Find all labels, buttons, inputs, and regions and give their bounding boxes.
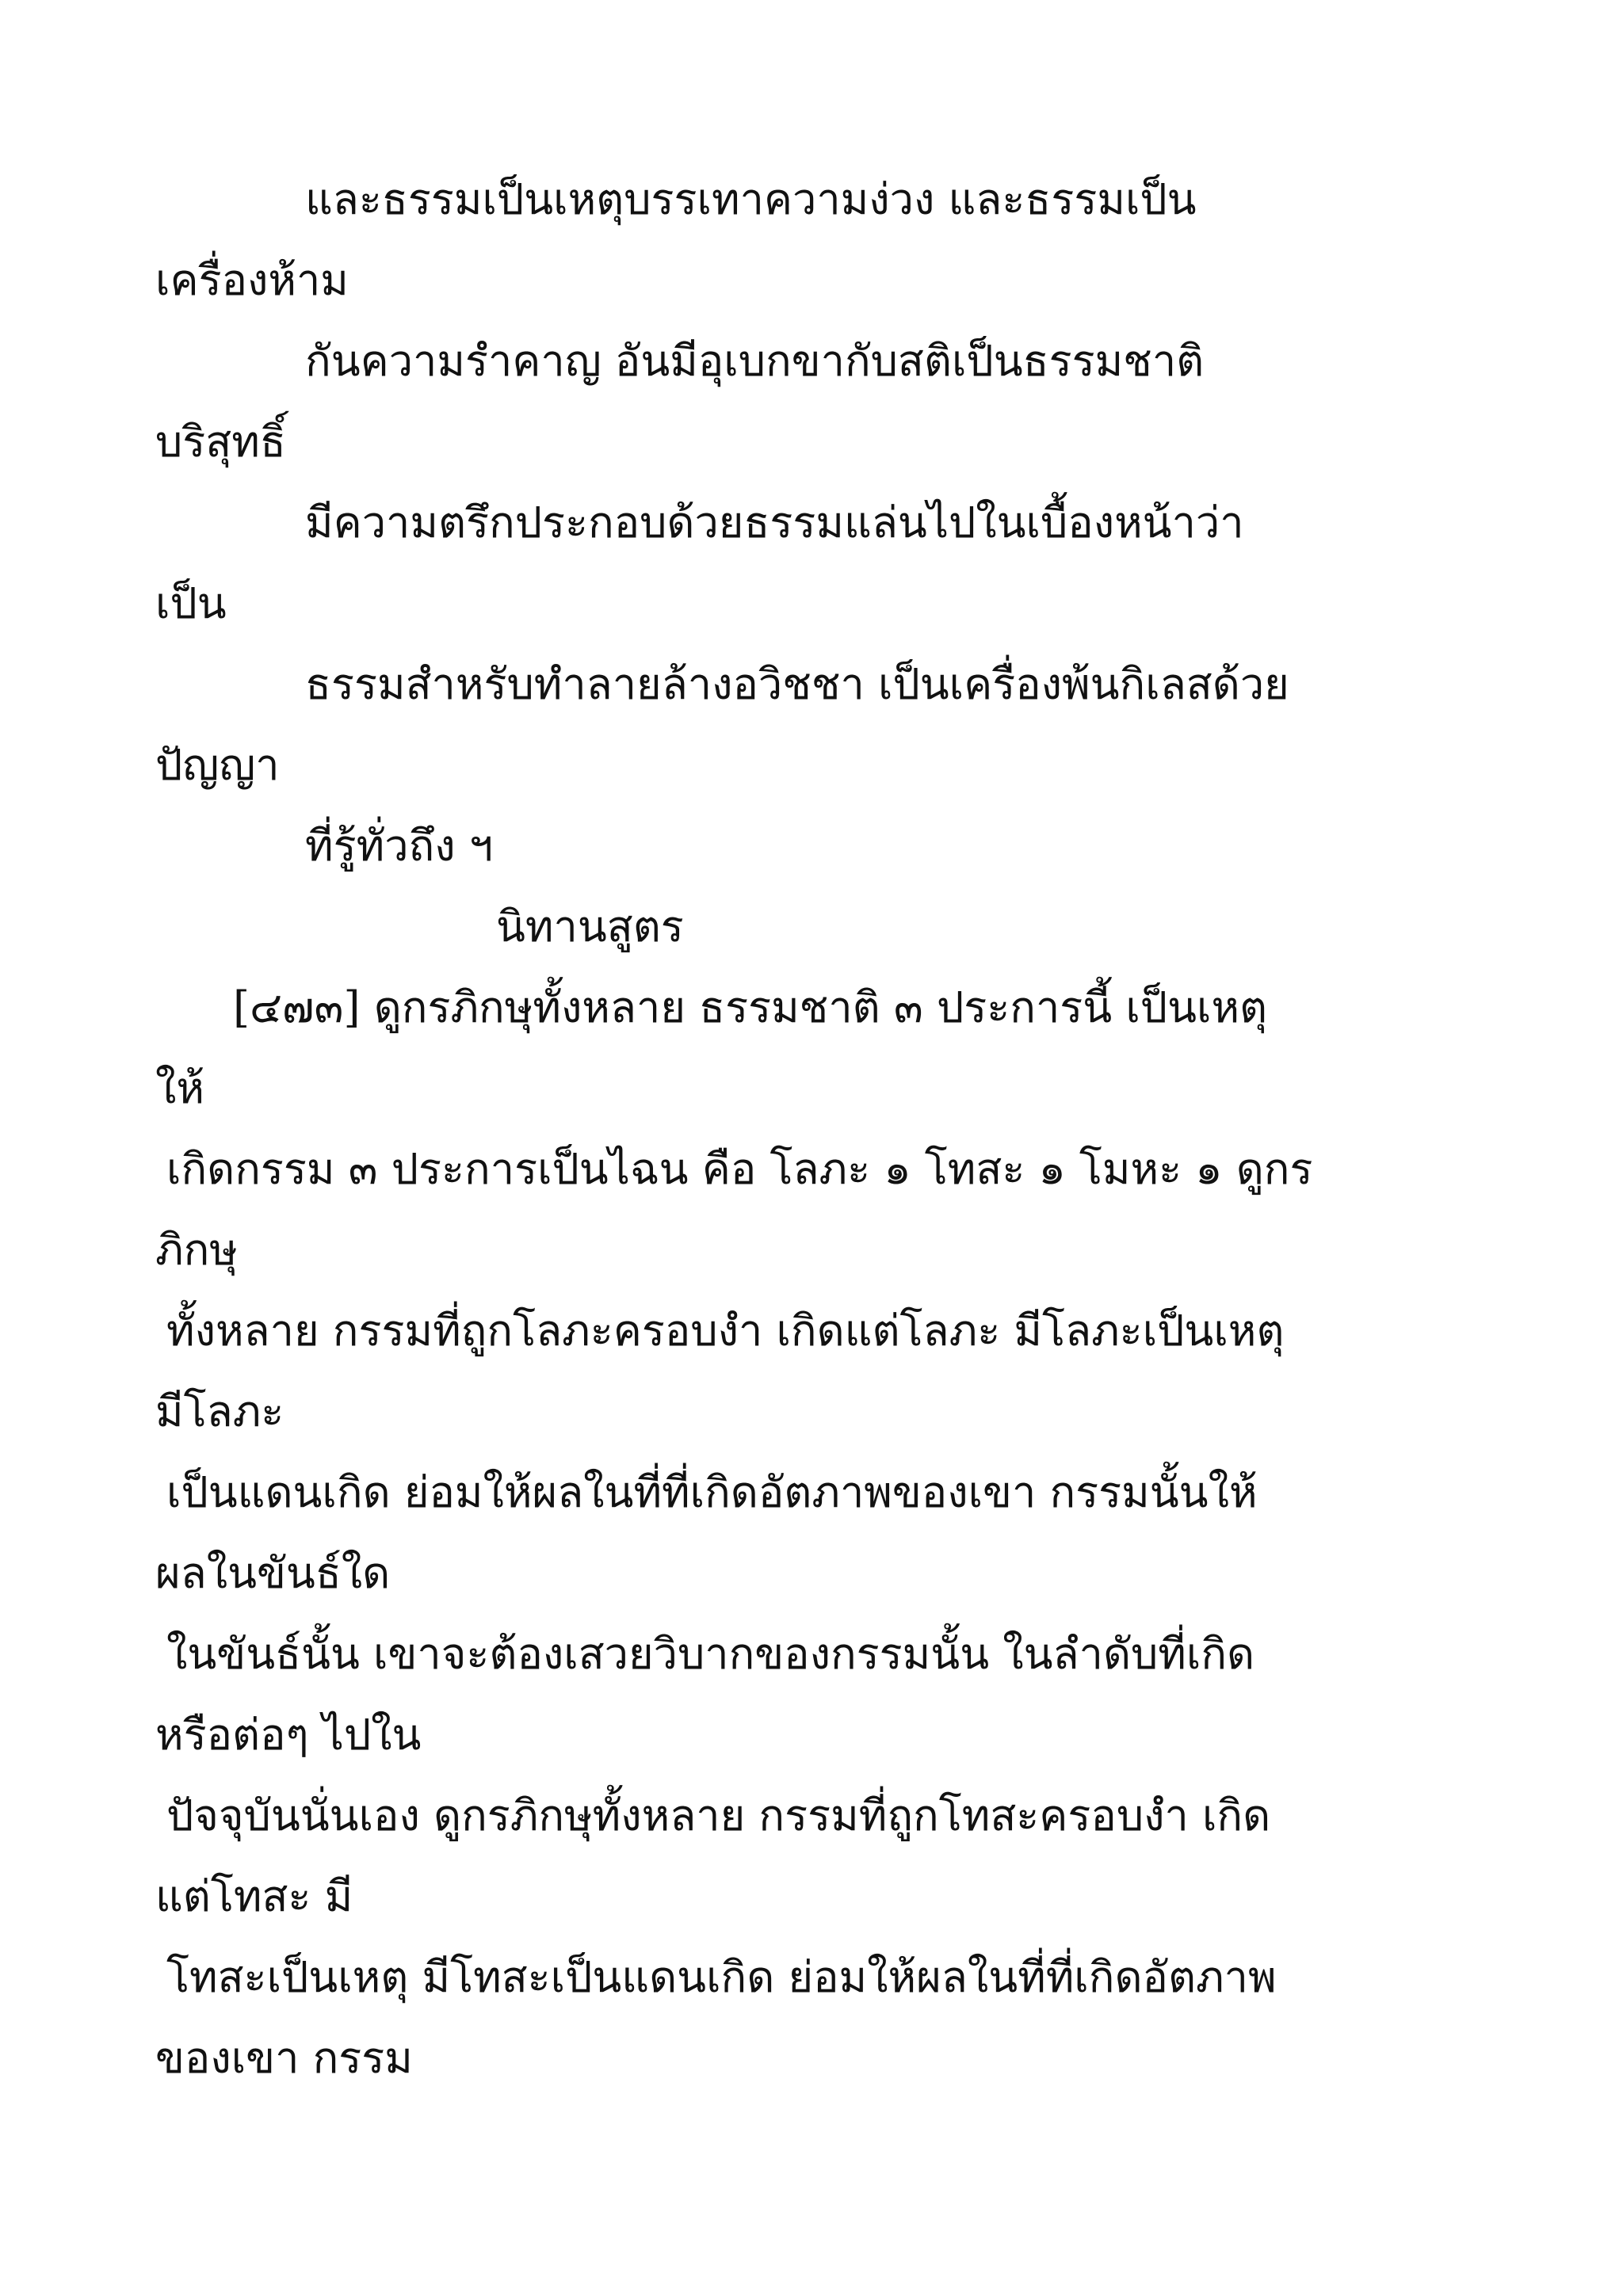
text-line: ธรรมสำหรับทำลายล้างอวิชชา เป็นเครื่องพ้นกิเลสด้วย [305, 659, 1289, 709]
text-line: กันความรำคาญ อันมีอุเบกขากับสติเป็นธรรมชาติ [305, 336, 1205, 386]
text-line: เป็น [155, 578, 227, 628]
text-line: ปัญญา [155, 740, 280, 790]
text-line: และธรรมเป็นเหตุบรรเทาความง่วง และธรรมเป็น [305, 174, 1197, 224]
text-line: มีความตรึกประกอบด้วยธรรมแล่นไปในเบื้องหน้าว่า [305, 498, 1244, 547]
text-line: เป็นแดนเกิด ย่อมให้ผลในที่ที่เกิดอัตภาพของเขา กรรมนั้นให้ [166, 1467, 1258, 1517]
section-heading: นิทานสูตร [496, 902, 684, 952]
text-line: โทสะเป็นเหตุ มีโทสะเป็นแดนเกิด ย่อมให้ผลในที่ที่เกิดอัตภาพ [166, 1952, 1277, 2002]
text-line: [๔๗๓] ดูกรภิกษุทั้งหลาย ธรรมชาติ ๓ ประการนี้ เป็นเหตุ [233, 982, 1268, 1032]
text-line: ปัจจุบันนั่นเอง ดูกรภิกษุทั้งหลาย กรรมที่ถูกโทสะครอบงำ เกิด [166, 1791, 1271, 1840]
text-line: ทั้งหลาย กรรมที่ถูกโลภะครอบงำ เกิดแต่โลภะ มีโลภะเป็นเหตุ [166, 1306, 1285, 1356]
text-line: เครื่องห้าม [155, 255, 349, 305]
text-line: แต่โทสะ มี [155, 1871, 353, 1921]
text-line: หรือต่อๆ ไปใน [155, 1710, 422, 1760]
text-line: ภิกษุ [155, 1225, 238, 1275]
text-line: มีโลภะ [155, 1386, 285, 1436]
text-line: ของเขา กรรม [155, 2033, 413, 2083]
text-line: เกิดกรรม ๓ ประการเป็นไฉน คือ โลภะ ๑ โทสะ ๑ โมหะ ๑ ดูกร [166, 1144, 1313, 1194]
text-line: ให้ [155, 1063, 204, 1113]
text-line: ที่รู้ทั่วถึง ฯ [305, 821, 494, 871]
text-line: ในขันธ์นั้น เขาจะต้องเสวยวิบากของกรรมนั้น ในลำดับที่เกิด [166, 1629, 1255, 1679]
text-line: ผลในขันธ์ใด [155, 1548, 391, 1598]
text-line: บริสุทธิ์ [155, 417, 286, 467]
